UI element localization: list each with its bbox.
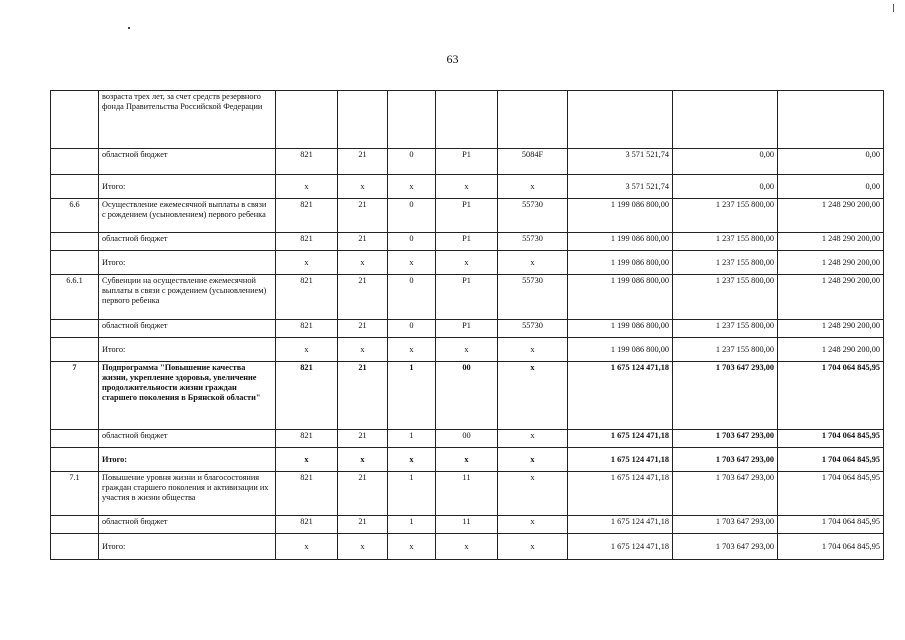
row-name-cell: Повышение уровня жизни и благосостояния граждан старшего поколения и активизации их участия в жизни общества [99,472,276,516]
code-2-cell: х [338,175,388,199]
amount-year-3-cell: 0,00 [778,149,884,175]
row-name-cell: Осуществление ежемесячной выплаты в связи с рождением (усыновлением) первого ребенка [99,199,276,233]
row-number-cell: 6.6.1 [51,275,99,320]
code-4-cell: 00 [436,362,498,430]
table-row [51,448,884,472]
amount-year-1-cell: 1 199 086 800,00 [568,275,673,320]
amount-year-2-cell: 1 237 155 800,00 [673,275,778,320]
amount-year-3-cell: 1 248 290 200,00 [778,275,884,320]
budget-table [50,90,884,560]
scan-speck [128,27,130,29]
row-number-cell [51,251,99,275]
row-number-cell [51,320,99,338]
code-5-cell: 55730 [498,275,568,320]
code-4-cell [436,91,498,149]
code-2-cell: 21 [338,472,388,516]
amount-year-1-cell: 1 199 086 800,00 [568,233,673,251]
amount-year-3-cell: 1 248 290 200,00 [778,233,884,251]
code-5-cell: х [498,516,568,534]
code-5-cell: х [498,430,568,448]
code-3-cell: х [388,534,436,560]
code-2-cell: х [338,251,388,275]
code-1-cell: х [276,448,338,472]
code-2-cell [338,91,388,149]
code-5-cell: 55730 [498,320,568,338]
code-2-cell: х [338,338,388,362]
code-5-cell: х [498,175,568,199]
code-2-cell: 21 [338,362,388,430]
row-name-cell: Субвенции на осуществление ежемесячной выплаты в связи с рождением (усыновлением) первого ребенка [99,275,276,320]
code-1-cell: х [276,251,338,275]
amount-year-1-cell: 1 199 086 800,00 [568,320,673,338]
row-name-cell: областной бюджет [99,149,276,175]
code-3-cell: 0 [388,199,436,233]
scan-mark [893,4,894,12]
amount-year-3-cell [778,91,884,149]
code-1-cell: х [276,175,338,199]
amount-year-1-cell: 1 675 124 471,18 [568,362,673,430]
table-row [51,175,884,199]
amount-year-2-cell: 0,00 [673,175,778,199]
amount-year-1-cell: 3 571 521,74 [568,149,673,175]
amount-year-2-cell [673,91,778,149]
code-5-cell: х [498,448,568,472]
row-number-cell: 7.1 [51,472,99,516]
amount-year-1-cell [568,91,673,149]
code-4-cell: P1 [436,320,498,338]
row-name-cell: Итого: [99,534,276,560]
code-4-cell: P1 [436,275,498,320]
code-4-cell: х [436,338,498,362]
code-2-cell: 21 [338,149,388,175]
code-3-cell: х [388,175,436,199]
amount-year-3-cell: 1 704 064 845,95 [778,430,884,448]
amount-year-3-cell: 1 248 290 200,00 [778,251,884,275]
code-1-cell: 821 [276,472,338,516]
table-row [51,362,884,430]
amount-year-1-cell: 1 675 124 471,18 [568,448,673,472]
row-number-cell: 7 [51,362,99,430]
code-2-cell: 21 [338,233,388,251]
code-3-cell: 1 [388,472,436,516]
amount-year-1-cell: 1 199 086 800,00 [568,199,673,233]
code-5-cell: х [498,472,568,516]
table-row [51,534,884,560]
row-name-cell: областной бюджет [99,430,276,448]
row-number-cell [51,448,99,472]
code-2-cell: х [338,534,388,560]
code-4-cell: х [436,175,498,199]
row-name-cell: Итого: [99,175,276,199]
amount-year-3-cell: 1 704 064 845,95 [778,448,884,472]
amount-year-3-cell: 1 704 064 845,95 [778,472,884,516]
code-1-cell: 821 [276,516,338,534]
row-name-cell: Итого: [99,338,276,362]
code-3-cell: 0 [388,275,436,320]
row-number-cell [51,534,99,560]
code-4-cell: 11 [436,472,498,516]
row-name-cell: Итого: [99,251,276,275]
row-number-cell [51,149,99,175]
code-5-cell: х [498,338,568,362]
table-row [51,338,884,362]
code-1-cell: 821 [276,149,338,175]
row-name-cell: областной бюджет [99,516,276,534]
amount-year-1-cell: 1 675 124 471,18 [568,472,673,516]
amount-year-1-cell: 1 675 124 471,18 [568,516,673,534]
row-number-cell [51,516,99,534]
code-1-cell: 821 [276,275,338,320]
code-1-cell [276,91,338,149]
code-4-cell: 00 [436,430,498,448]
row-name-cell: областной бюджет [99,320,276,338]
code-3-cell: 1 [388,516,436,534]
amount-year-2-cell: 1 237 155 800,00 [673,320,778,338]
code-5-cell: 55730 [498,199,568,233]
table-row [51,516,884,534]
code-4-cell: P1 [436,149,498,175]
code-4-cell: 11 [436,516,498,534]
amount-year-2-cell: 1 237 155 800,00 [673,233,778,251]
code-4-cell: P1 [436,233,498,251]
table-row [51,472,884,516]
code-2-cell: 21 [338,430,388,448]
code-4-cell: P1 [436,199,498,233]
code-1-cell: 821 [276,233,338,251]
amount-year-3-cell: 0,00 [778,175,884,199]
amount-year-2-cell: 1 703 647 293,00 [673,362,778,430]
amount-year-2-cell: 1 237 155 800,00 [673,251,778,275]
amount-year-2-cell: 1 237 155 800,00 [673,199,778,233]
amount-year-2-cell: 0,00 [673,149,778,175]
row-name-cell: областной бюджет [99,233,276,251]
row-number-cell [51,91,99,149]
code-1-cell: 821 [276,199,338,233]
code-1-cell: х [276,338,338,362]
table-row [51,199,884,233]
code-5-cell [498,91,568,149]
amount-year-1-cell: 1 199 086 800,00 [568,338,673,362]
page-number: 63 [446,52,459,66]
row-name-cell: Итого: [99,448,276,472]
code-3-cell: 0 [388,149,436,175]
amount-year-3-cell: 1 704 064 845,95 [778,362,884,430]
code-4-cell: х [436,251,498,275]
row-number-cell [51,175,99,199]
amount-year-3-cell: 1 248 290 200,00 [778,338,884,362]
code-2-cell: 21 [338,320,388,338]
code-3-cell: 1 [388,362,436,430]
code-4-cell: х [436,534,498,560]
code-1-cell: 821 [276,320,338,338]
table-row [51,320,884,338]
code-4-cell: х [436,448,498,472]
code-2-cell: 21 [338,516,388,534]
code-2-cell: 21 [338,275,388,320]
amount-year-2-cell: 1 703 647 293,00 [673,430,778,448]
code-3-cell: 0 [388,233,436,251]
code-3-cell: х [388,448,436,472]
row-number-cell [51,338,99,362]
row-name-cell: возраста трех лет, за счет средств резервного фонда Правительства Российской Федерации [99,91,276,149]
table-row [51,430,884,448]
row-name-cell: Подпрограмма "Повышение качества жизни, укрепление здоровья, увеличение продолжительности жизни граждан старшего поколения в Брянской области" [99,362,276,430]
amount-year-2-cell: 1 237 155 800,00 [673,338,778,362]
amount-year-3-cell: 1 248 290 200,00 [778,320,884,338]
table-row [51,251,884,275]
table-row [51,149,884,175]
amount-year-3-cell: 1 704 064 845,95 [778,516,884,534]
amount-year-2-cell: 1 703 647 293,00 [673,534,778,560]
row-number-cell [51,233,99,251]
code-5-cell: х [498,362,568,430]
code-1-cell: 821 [276,430,338,448]
amount-year-1-cell: 1 675 124 471,18 [568,430,673,448]
amount-year-3-cell: 1 704 064 845,95 [778,534,884,560]
table-row [51,275,884,320]
code-2-cell: х [338,448,388,472]
amount-year-1-cell: 1 199 086 800,00 [568,251,673,275]
table-row [51,91,884,149]
amount-year-2-cell: 1 703 647 293,00 [673,472,778,516]
amount-year-1-cell: 1 675 124 471,18 [568,534,673,560]
amount-year-2-cell: 1 703 647 293,00 [673,448,778,472]
amount-year-3-cell: 1 248 290 200,00 [778,199,884,233]
table-row [51,233,884,251]
code-1-cell: х [276,534,338,560]
code-3-cell: 1 [388,430,436,448]
code-2-cell: 21 [338,199,388,233]
code-3-cell [388,91,436,149]
code-5-cell: х [498,251,568,275]
code-3-cell: х [388,338,436,362]
code-3-cell: х [388,251,436,275]
row-number-cell [51,430,99,448]
amount-year-2-cell: 1 703 647 293,00 [673,516,778,534]
code-3-cell: 0 [388,320,436,338]
code-5-cell: 5084F [498,149,568,175]
code-5-cell: х [498,534,568,560]
amount-year-1-cell: 3 571 521,74 [568,175,673,199]
row-number-cell: 6.6 [51,199,99,233]
code-1-cell: 821 [276,362,338,430]
code-5-cell: 55730 [498,233,568,251]
